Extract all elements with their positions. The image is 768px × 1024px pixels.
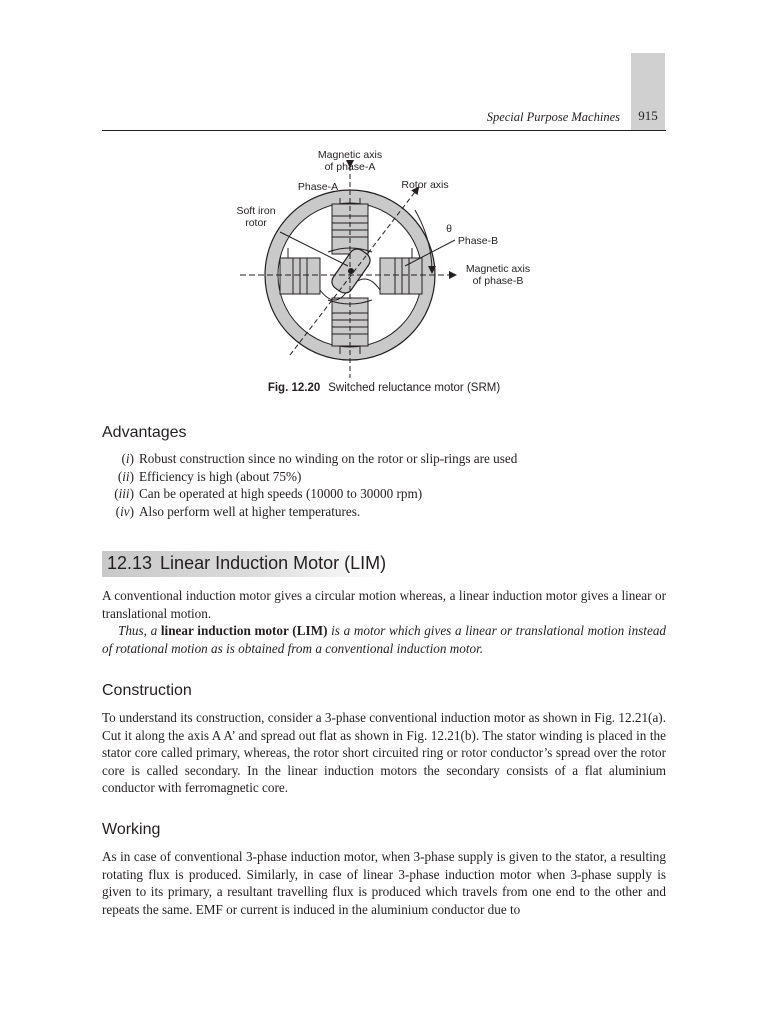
- list-item: (ii) Efficiency is high (about 75%): [117, 468, 302, 484]
- label-phase-a: Phase-A: [297, 181, 339, 193]
- construction-paragraph: To understand its construction, consider a 3-phase conventional induction motor as shown in Fig. 12.21(a). Cut it along the axis A A’ and spread out flat as shown in Fig. 12.21(b). The stator winding is placed in the stator core called primary, whereas, the rotor short circuited ring or rotor conductor’s spread over the rotor core is called secondary. In the linear induction motors the secondary consists of a flat aluminium conductor with ferromagnetic core.: [102, 710, 666, 796]
- label-soft-iron-2: rotor: [245, 217, 267, 229]
- defined-term: linear induction motor (LIM): [160, 623, 328, 638]
- label-axis-a-2: of phase-A: [324, 161, 376, 173]
- section-number: 12.13: [107, 553, 153, 573]
- working-paragraph: As in case of conventional 3-phase induction motor, when 3-phase supply is given to the stator, a resulting rotating flux is produced. Similarly, in case of linear 3-phase induction motor when 3-phase supply is given to its primary, a resultant travelling flux is produced which travels from one end to the other and repeats the same. EMF or current is induced in the aluminium conductor due to: [102, 849, 666, 917]
- list-item: (iv) Also perform well at higher temperatures.: [115, 503, 361, 519]
- page-number: 915: [638, 108, 658, 123]
- figure-caption: [102, 382, 666, 394]
- label-soft-iron-1: Soft iron: [236, 205, 276, 217]
- section-title: [107, 553, 386, 574]
- advantages-heading: Advantages: [102, 424, 187, 441]
- definition-paragraph: Thus, a linear induction motor (LIM) is a motor which gives a linear or translational motion instead of rotational motion as is obtained from a conventional induction motor.: [102, 623, 667, 656]
- label-phase-b: Phase-B: [457, 235, 499, 247]
- label-axis-a-1: Magnetic axis: [317, 149, 383, 161]
- label-theta: θ: [446, 223, 452, 235]
- section-title-text: Linear Induction Motor (LIM): [160, 553, 387, 573]
- working-heading: Working: [102, 821, 161, 838]
- srm-figure: [200, 140, 560, 380]
- list-item: (iii) Can be operated at high speeds (10000 to 30000 rpm): [114, 486, 423, 502]
- label-axis-b-2: of phase-B: [472, 275, 524, 287]
- section-intro: A conventional induction motor gives a circular motion whereas, a linear induction motor gives a linear or translational motion.: [102, 588, 666, 621]
- list-item: (i) Robust construction since no winding on the rotor or slip-rings are used: [121, 451, 518, 466]
- figure-caption-text: Switched reluctance motor (SRM): [328, 382, 501, 394]
- label-rotor-axis: Rotor axis: [401, 179, 449, 191]
- label-axis-b-1: Magnetic axis: [465, 263, 531, 275]
- advantages-list: [102, 450, 666, 520]
- construction-heading: Construction: [102, 682, 192, 699]
- figure-number: Fig. 12.20: [267, 382, 321, 394]
- running-header: Special Purpose Machines: [486, 110, 620, 124]
- header-rule: [102, 130, 666, 131]
